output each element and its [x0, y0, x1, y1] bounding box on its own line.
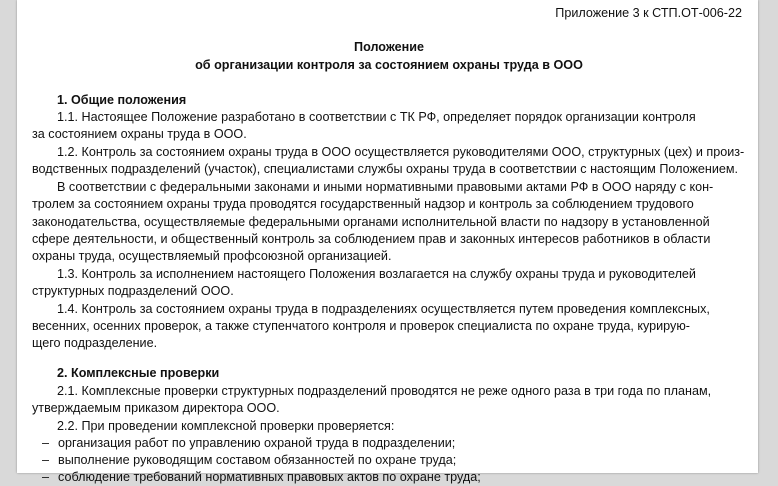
- paragraph-line: законодательства, осуществляемые федеральными органами исполнительной власти по надзору в установленной: [32, 215, 710, 229]
- section-2-heading: 2. Комплексные проверки: [57, 366, 220, 380]
- paragraph-line: сфере деятельности, и общественный контроль за соблюдением прав и законных интересов работников в области: [32, 232, 711, 246]
- paragraph-line: 1.4. Контроль за состоянием охраны труда в подразделениях осуществляется путем проведения комплексных,: [57, 302, 710, 316]
- list-item: [42, 435, 455, 452]
- list-item-text: организация работ по управлению охраной труда в подразделении;: [58, 436, 456, 450]
- paragraph-line: за состоянием охраны труда в ООО.: [32, 127, 247, 141]
- paragraph-line: В соответствии с федеральными законами и иными нормативными правовыми актами РФ в ООО наряду с кон-: [57, 180, 714, 194]
- list-dash: –: [42, 436, 50, 450]
- list-item: [42, 452, 456, 469]
- section-1-heading: 1. Общие положения: [57, 93, 187, 107]
- paragraph-line: утверждаемым приказом директора ООО.: [32, 401, 280, 415]
- paragraph-line: 1.3. Контроль за исполнением настоящего Положения возлагается на службу охраны труда и руководителей: [57, 267, 696, 281]
- list-item-text: соблюдение требований нормативных правовых актов по охране труда;: [58, 470, 481, 484]
- document-title: Положение: [354, 40, 424, 54]
- paragraph-line: щего подразделение.: [32, 336, 158, 350]
- paragraph-line: водственных подразделений (участок), специалистами службы охраны труда в соответствии с настоящим Положением.: [32, 162, 739, 176]
- paragraph-line: весенних, осенних проверок, а также ступенчатого контроля и проверок специалиста по охране труда, курирую-: [32, 319, 690, 333]
- list-item-text: выполнение руководящим составом обязанностей по охране труда;: [58, 453, 457, 467]
- paragraph-line: 2.1. Комплексные проверки структурных подразделений проводятся не реже одного раза в три года по планам,: [57, 384, 712, 398]
- paragraph-line: 1.1. Настоящее Положение разработано в соответствии с ТК РФ, определяет порядок организации контроля: [57, 110, 696, 124]
- paragraph-line: охраны труда, осуществляемый профсоюзной организацией.: [32, 249, 392, 263]
- paragraph-line: структурных подразделений ООО.: [32, 284, 234, 298]
- paragraph-line: тролем за состоянием охраны труда проводятся государственный надзор и контроль за соблюдением трудового: [32, 197, 694, 211]
- document-page: [17, 0, 758, 484]
- appendix-reference: Приложение 3 к СТП.ОТ-006-22: [555, 6, 742, 20]
- list-dash: –: [42, 470, 50, 484]
- list-dash: –: [42, 453, 50, 467]
- paragraph-line: 1.2. Контроль за состоянием охраны труда в ООО осуществляется руководителями ООО, структурных (цех) и произ-: [57, 145, 745, 159]
- list-item: [42, 469, 481, 486]
- paragraph-line: 2.2. При проведении комплексной проверки проверяется:: [57, 419, 395, 433]
- document-subtitle: об организации контроля за состоянием охраны труда в ООО: [195, 58, 583, 72]
